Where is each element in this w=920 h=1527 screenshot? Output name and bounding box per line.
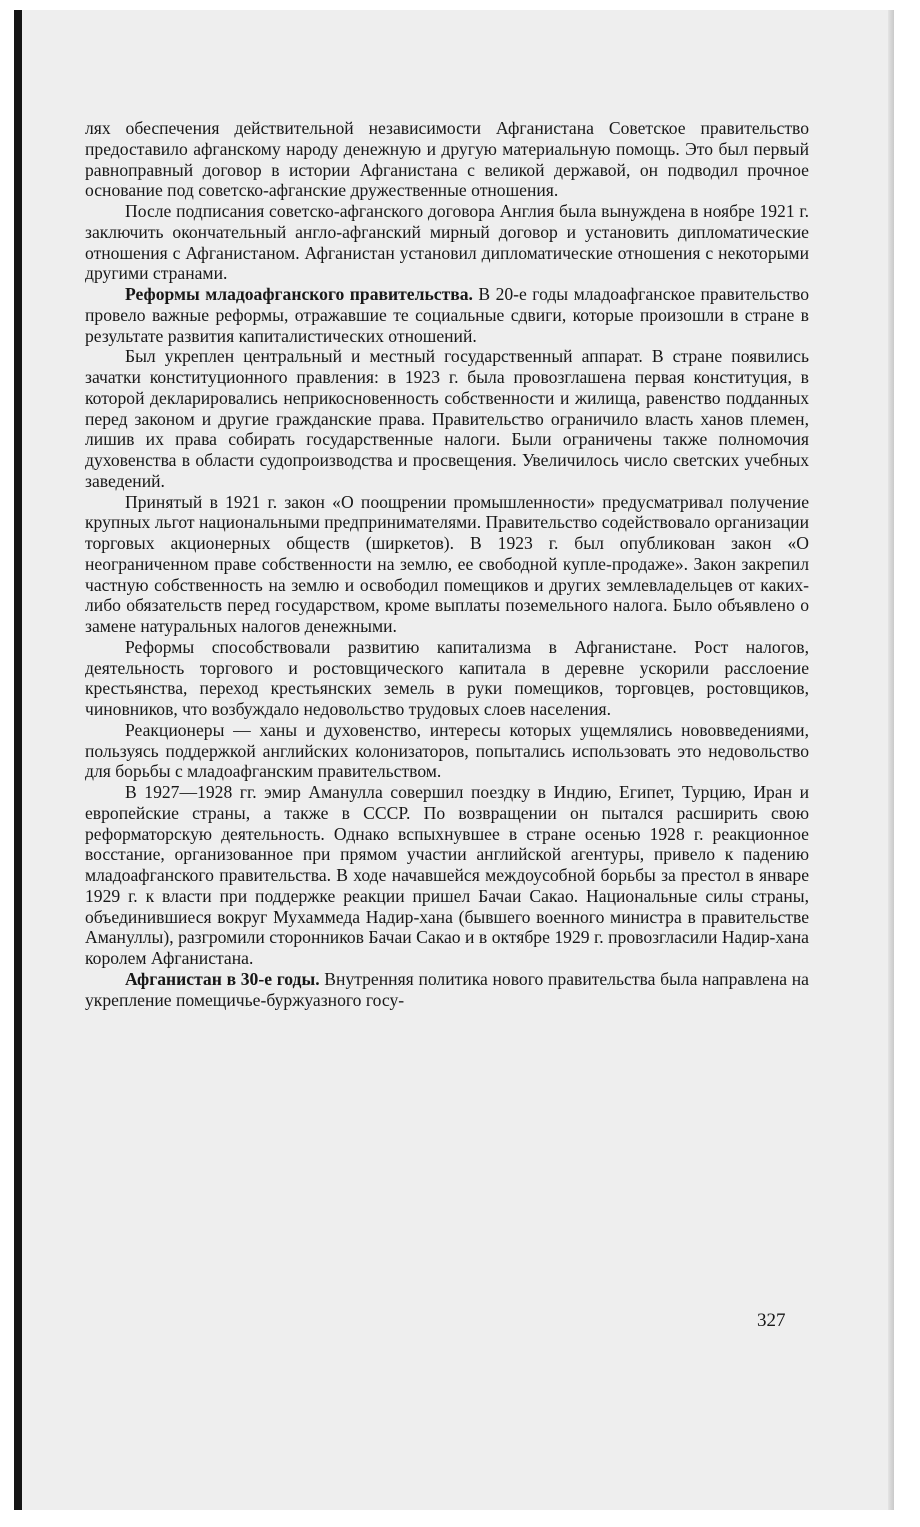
paragraph-state-apparatus: Был укреплен центральный и местный государственный аппарат. В стране появились зачатки конституционного правления: в 1923 г. была провозглашена первая конституция, в которой декларировались неприкосновенность собственности и жилища, равенство подданных перед законом и другие гражданские права. Правительство ограничило власть ханов племен, лишив их права собирать государственные налоги. Были ограничены также полномочия духовенства в области судопроизводства и просвещения. Увеличилось число светских учебных заведений.: [85, 346, 809, 491]
paragraph-continuation: лях обеспечения действительной независимости Афганистана Советское правительство предоставило афганскому народу денежную и другую материальную помощь. Это был первый равноправный договор в истории Афганистана с великой державой, он подводил прочное основание под советско-афганские дружественные отношения.: [85, 118, 809, 201]
paragraph-industry-law: Принятый в 1921 г. закон «О поощрении промышленности» предусматривал получение крупных льгот национальными предпринимателями. Правительство содействовало организации торговых акционерных обществ (ширкетов). В 1923 г. был опубликован закон «О неограниченном праве собственности на землю, ее свободной купле-продаже». Закон закрепил частную собственность на землю и освободил помещиков и других землевладельцев от каких-либо обязательств перед государством, кроме выплаты поземельного налога. Было объявлено о замене натуральных налогов денежными.: [85, 491, 809, 636]
paragraph-reforms-text: В 20-е годы младоафганское правительство провело важные реформы, отражавшие те социальные сдвиги, которые произошли в стране в результате развития капиталистических отношений.: [85, 284, 809, 346]
section-heading-thirties: Афганистан в 30-е годы.: [125, 968, 320, 989]
paragraph-thirties-text: Внутренняя политика нового правительства была направлена на укрепление помещичье-буржуазного госу-: [85, 968, 809, 1010]
page-number: 327: [757, 1310, 786, 1331]
paragraph-amanullah: В 1927—1928 гг. эмир Аманулла совершил поездку в Индию, Египет, Турцию, Иран и европейские страны, а также в СССР. По возвращении он пытался расширить свою реформаторскую деятельность. Однако вспыхнувшее в стране осенью 1928 г. реакционное восстание, организованное при прямом участии английской агентуры, привело к падению младоафганского правительства. В ходе начавшейся междоусобной борьбы за престол в январе 1929 г. к власти при поддержке реакции пришел Бачаи Сакао. Национальные силы страны, объединившиеся вокруг Мухаммеда Надир-хана (бывшего военного министра в правительстве Амануллы), разгромили сторонников Бачаи Сакао и в октябре 1929 г. провозгласили Надир-хана королем Афганистана.: [85, 782, 809, 968]
paragraph-treaty: После подписания советско-афганского договора Англия была вынуждена в ноябре 1921 г. заключить окончательный англо-афганский мирный договор и установить дипломатические отношения с Афганистаном. Афганистан установил дипломатические отношения с некоторыми другими странами.: [85, 201, 809, 284]
paragraph-reforms: [85, 284, 809, 346]
paragraph-reactionaries: Реакционеры — ханы и духовенство, интересы которых ущемлялись нововведениями, пользуясь поддержкой английских колонизаторов, попытались использовать это недовольство для борьбы с младоафганским правительством.: [85, 719, 809, 782]
paragraph-thirties: [85, 969, 809, 1011]
page-edge-shadow: [888, 10, 894, 1510]
body-text: [85, 118, 809, 1010]
paragraph-capitalism: Реформы способствовали развитию капитализма в Афганистане. Рост налогов, деятельность торгового и ростовщического капитала в деревне ускорили расслоение крестьянства, переход крестьянских земель в руки помещиков, торговцев, ростовщиков, чиновников, что возбуждало недовольство трудовых слоев населения.: [85, 636, 809, 719]
section-heading-reforms: Реформы младоафганского правительства.: [125, 284, 473, 304]
book-page: [14, 10, 894, 1510]
